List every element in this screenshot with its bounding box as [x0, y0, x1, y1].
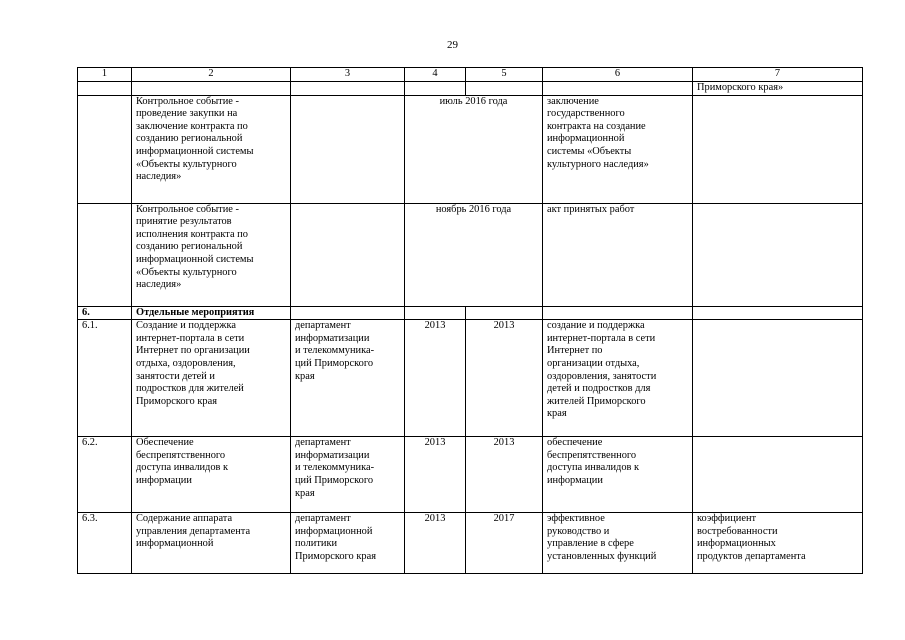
activity-start-year: 2013: [405, 320, 466, 437]
continuation-row: [78, 81, 863, 95]
control-event-title: Контрольное событие - принятие результатов исполнения контракта по созданию региональной информационной системы «Объекты культурного наследия»: [132, 203, 291, 306]
page-number: 29: [447, 39, 458, 51]
activity-number: 6.2.: [78, 437, 132, 513]
activity-row: [78, 513, 863, 574]
activity-indicator: коэффициент востребованности информационных продуктов департамента: [693, 513, 863, 574]
section-title: Отдельные мероприятия: [132, 306, 291, 320]
control-event-title: Контрольное событие - проведение закупки на заключение контракта по созданию региональной информационной системы «Объекты культурного наследия»: [132, 95, 291, 203]
column-number-7: 7: [693, 68, 863, 82]
control-event-row: [78, 95, 863, 203]
activities-table: [77, 67, 863, 574]
control-event-date: ноябрь 2016 года: [405, 203, 543, 306]
column-number-1: 1: [78, 68, 132, 82]
section-number: 6.: [78, 306, 132, 320]
activity-indicator: [693, 320, 863, 437]
activity-executor: департамент информационной политики Приморского края: [291, 513, 405, 574]
column-number-5: 5: [466, 68, 543, 82]
activity-executor: департамент информатизации и телекоммуника- ций Приморского края: [291, 320, 405, 437]
activity-row: [78, 320, 863, 437]
activity-row: [78, 437, 863, 513]
activity-start-year: 2013: [405, 513, 466, 574]
control-event-date: июль 2016 года: [405, 95, 543, 203]
header-row: [78, 68, 863, 82]
activity-name: Обеспечение беспрепятственного доступа инвалидов к информации: [132, 437, 291, 513]
continuation-cell: Приморского края»: [693, 81, 863, 95]
activity-number: 6.1.: [78, 320, 132, 437]
activity-number: 6.3.: [78, 513, 132, 574]
activity-start-year: 2013: [405, 437, 466, 513]
column-number-2: 2: [132, 68, 291, 82]
activity-end-year: 2017: [466, 513, 543, 574]
control-event-result: акт принятых работ: [543, 203, 693, 306]
column-number-4: 4: [405, 68, 466, 82]
section-row: [78, 306, 863, 320]
activity-name: Содержание аппарата управления департамента информационной: [132, 513, 291, 574]
control-event-row: [78, 203, 863, 306]
activity-executor: департамент информатизации и телекоммуника- ций Приморского края: [291, 437, 405, 513]
activity-result: эффективное руководство и управление в сфере установленных функций: [543, 513, 693, 574]
activity-indicator: [693, 437, 863, 513]
activity-name: Создание и поддержка интернет-портала в сети Интернет по организации отдыха, оздоровления, занятости детей и подростков для жителей Приморского края: [132, 320, 291, 437]
column-number-3: 3: [291, 68, 405, 82]
activity-end-year: 2013: [466, 320, 543, 437]
activity-result: обеспечение беспрепятственного доступа инвалидов к информации: [543, 437, 693, 513]
control-event-result: заключение государственного контракта на создание информационной системы «Объекты культурного наследия»: [543, 95, 693, 203]
activity-end-year: 2013: [466, 437, 543, 513]
activity-result: создание и поддержка интернет-портала в сети Интернет по организации отдыха, оздоровления, занятости детей и подростков для жителей Приморского края: [543, 320, 693, 437]
column-number-6: 6: [543, 68, 693, 82]
